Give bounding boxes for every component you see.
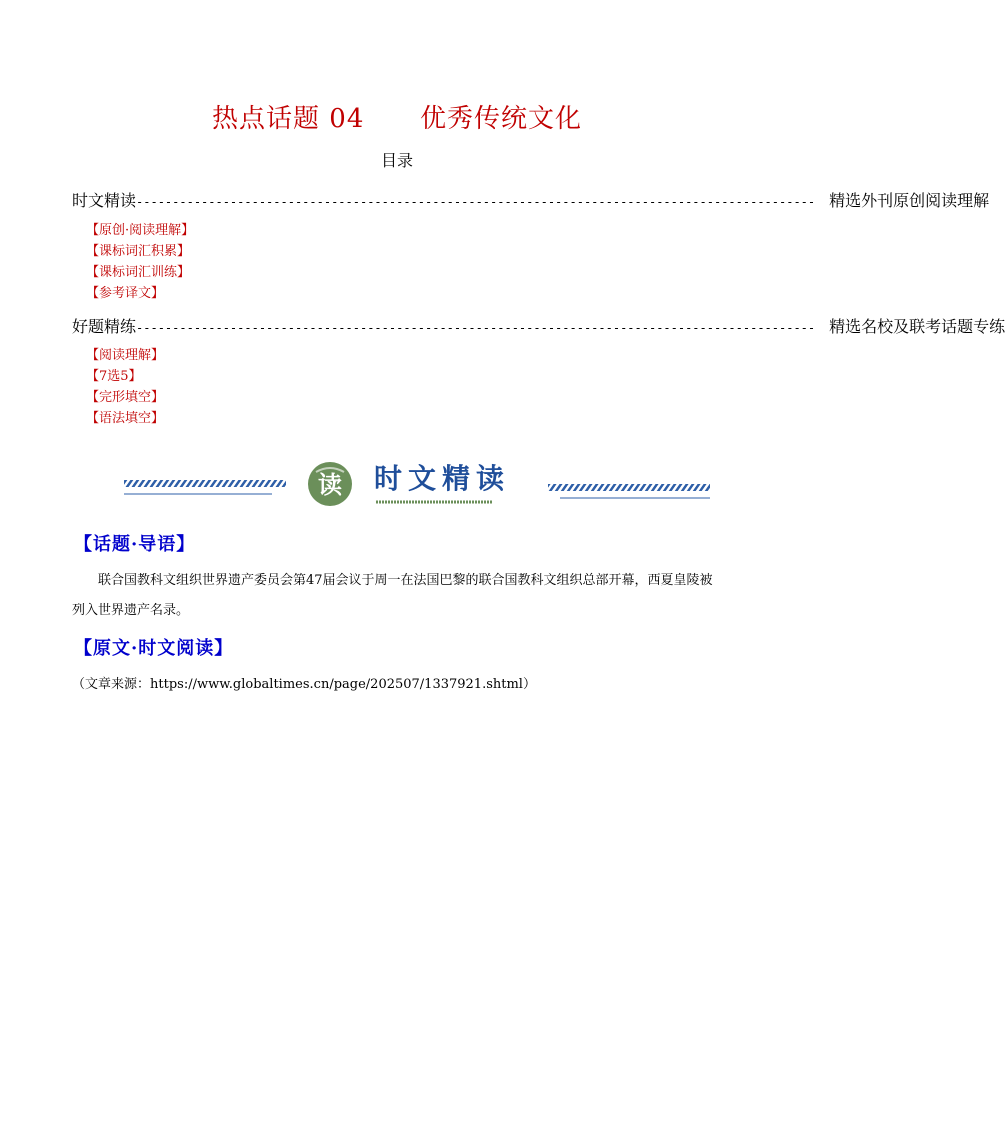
toc-section-name: 时文精读 bbox=[72, 191, 137, 210]
toc-subitem[interactable]: 【7选5】 bbox=[86, 369, 142, 384]
toc-leader-dashes: ---------------------------------------------------------------------------------------------- bbox=[136, 321, 816, 335]
toc-section-description: 精选名校及联考话题专练 bbox=[829, 317, 1005, 336]
source-line[interactable]: （文章来源：https://www.globaltimes.cn/page/202507/1337921.shtml） bbox=[72, 677, 536, 692]
toc-subitem[interactable]: 【课标词汇积累】 bbox=[86, 244, 191, 259]
toc-section-description: 精选外刊原创阅读理解 bbox=[829, 191, 990, 210]
page-title: 热点话题 04 优秀传统文化 bbox=[212, 104, 582, 134]
toc-subitem[interactable]: 【语法填空】 bbox=[86, 411, 165, 426]
toc-section-row[interactable] bbox=[72, 314, 1005, 337]
toc-subitem[interactable]: 【阅读理解】 bbox=[86, 348, 165, 363]
toc-subitems bbox=[86, 220, 194, 304]
banner-text: 时文精读 bbox=[374, 462, 511, 495]
left-stripe bbox=[124, 480, 286, 487]
toc-leader-dashes: ---------------------------------------------------------------------------------------------- bbox=[136, 195, 816, 209]
toc-subitem[interactable]: 【完形填空】 bbox=[86, 390, 165, 405]
badge-char: 读 bbox=[318, 470, 342, 499]
right-stripe bbox=[548, 484, 710, 491]
toc-subitem[interactable]: 【参考译文】 bbox=[86, 286, 165, 301]
original-heading: 【原文·时文阅读】 bbox=[74, 638, 234, 659]
banner-graphic bbox=[120, 452, 714, 512]
toc-subitems bbox=[86, 345, 164, 429]
section-banner bbox=[120, 452, 714, 512]
toc-section-name: 好题精练 bbox=[72, 317, 137, 336]
toc-subitem[interactable]: 【课标词汇训练】 bbox=[86, 265, 191, 280]
topic-heading: 【话题·导语】 bbox=[74, 534, 196, 555]
toc-label: 目录 bbox=[380, 151, 413, 170]
toc-subitem[interactable]: 【原创·阅读理解】 bbox=[86, 223, 195, 238]
toc-section-row[interactable] bbox=[72, 188, 990, 211]
intro-paragraph: 联合国教科文组织世界遗产委员会第47届会议于周一在法国巴黎的联合国教科文组织总部开幕，西夏皇陵被列入世界遗产名录。 bbox=[72, 573, 713, 618]
